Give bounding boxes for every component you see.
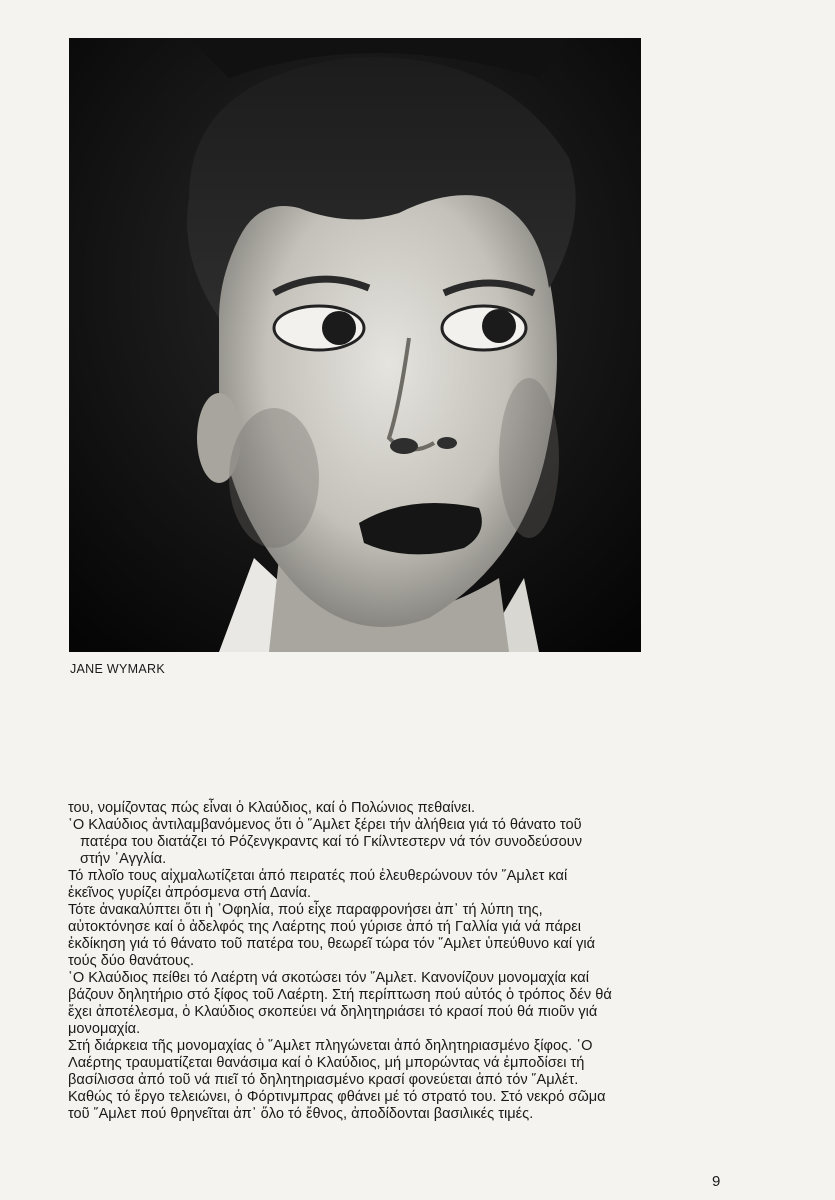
body-line: Τό πλοῖο τους αἰχμαλωτίζεται ἀπό πειρατές πού ἐλευθερώνουν τόν ῞Αμλετ καί xyxy=(68,868,568,884)
body-line: ἔχει ἀποτέλεσμα, ὁ Κλαύδιος σκοπεύει νά δηλητηριάσει τό κρασί πού θά πιοῦν γιά xyxy=(68,1004,598,1020)
body-text xyxy=(68,800,738,1123)
photo-caption: JANE WYMARK xyxy=(70,662,165,676)
body-line: ἐκδίκηση γιά τό θάνατο τοῦ πατέρα του, θεωρεῖ τώρα τόν ῞Αμλετ ὑπεύθυνο καί γιά xyxy=(68,936,596,952)
body-line: του, νομίζοντας πώς εἶναι ὁ Κλαύδιος, καί ὁ Πολώνιος πεθαίνει. xyxy=(68,800,476,816)
portrait-photo xyxy=(69,38,641,652)
body-line: Λαέρτης τραυματίζεται θανάσιμα καί ὁ Κλαύδιος, μή μπορώντας νά ἐμποδίσει τή xyxy=(68,1055,585,1071)
body-line: τούς δύο θανάτους. xyxy=(68,953,195,969)
body-line: Τότε ἀνακαλύπτει ὅτι ἡ ᾿Οφηλία, πού εἶχε παραφρονήσει ἀπ᾿ τή λύπη της, xyxy=(68,902,543,918)
body-line: αὐτοκτόνησε καί ὁ ἀδελφός της Λαέρτης πού γύρισε ἀπό τή Γαλλία γιά νά πάρει xyxy=(68,919,581,935)
page-number: 9 xyxy=(712,1173,721,1190)
body-line: Καθώς τό ἔργο τελειώνει, ὁ Φόρτινμπρας φθάνει μέ τό στρατό του. Στό νεκρό σῶμα xyxy=(68,1089,606,1105)
body-line: Στή διάρκεια τῆς μονομαχίας ὁ ῞Αμλετ πληγώνεται ἀπό δηλητηριασμένο ξίφος. ῾Ο xyxy=(68,1038,593,1054)
body-line: πατέρα του διατάζει τό Ρόζενγκραντς καί τό Γκίλντεστερν νά τόν συνοδεύσουν xyxy=(80,834,583,850)
body-line: τοῦ ῞Αμλετ πού θρηνεῖται ἀπ᾿ ὅλο τό ἔθνος, ἀποδίδονται βασιλικές τιμές. xyxy=(68,1106,534,1122)
body-line: βάζουν δηλητήριο στό ξίφος τοῦ Λαέρτη. Στή περίπτωση πού αὐτός ὁ τρόπος δέν θά xyxy=(68,987,612,1003)
body-line: στήν ᾿Αγγλία. xyxy=(80,851,167,867)
portrait-photo-icon xyxy=(69,38,641,652)
body-line: μονομαχία. xyxy=(68,1021,141,1037)
body-line: ἐκεῖνος γυρίζει ἀπρόσμενα στή Δανία. xyxy=(68,885,312,901)
body-line: ῾Ο Κλαύδιος πείθει τό Λαέρτη νά σκοτώσει τόν ῞Αμλετ. Κανονίζουν μονομαχία καί xyxy=(68,970,589,986)
body-line: ῾Ο Κλαύδιος ἀντιλαμβανόμενος ὅτι ὁ ῞Αμλετ ξέρει τήν ἀλήθεια γιά τό θάνατο τοῦ xyxy=(68,817,582,833)
body-line: βασίλισσα ἀπό τοῦ νά πιεῖ τό δηλητηριασμένο κρασί φονεύεται ἀπό τόν ῞Αμλέτ. xyxy=(68,1072,579,1088)
